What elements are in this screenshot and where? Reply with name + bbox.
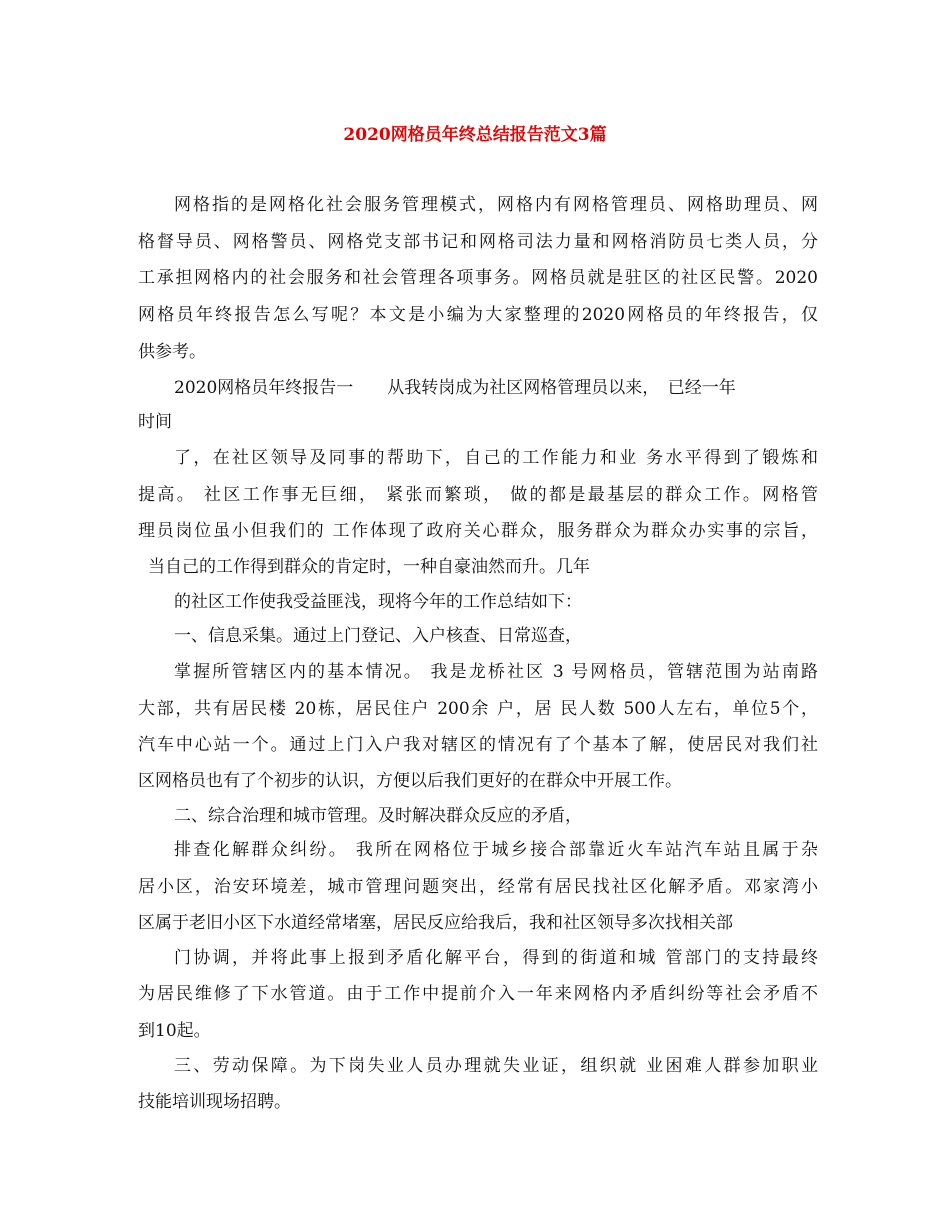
paragraph-line: 掌握所管辖区内的基本情况。 我是龙桥社区 3 号网格员，管辖范围为站南路 [174,662,818,682]
paragraph-line: 工承担网格内的社会服务和社会管理各项事务。网格员就是驻区的社区民警。2020 [138,268,818,288]
paragraph-line: 区属于老旧小区下水道经常堵塞，居民反应给我后，我和社区领导多次找相关部 [138,913,733,933]
paragraph-line: 供参考。 [138,342,206,362]
paragraph-line: 当自己的工作得到群众的肯定时，一种自豪油然而升。几年 [148,557,590,577]
paragraph-line: 区网格员也有了个初步的认识，方便以后我们更好的在群众中开展工作。 [138,771,682,791]
paragraph-line: 二、综合治理和城市管理。及时解决群众反应的矛盾， [174,806,582,826]
paragraph-line: 技能培训现场招聘。 [138,1092,291,1112]
paragraph-line: 大部，共有居民楼 20栋，居民住户 200余 户，居 民人数 500人左右，单位5个， [138,699,818,719]
paragraph-line: 提高。 社区工作事无巨细， 紧张而繁琐， 做的都是最基层的群众工作。网格管 [138,485,818,505]
paragraph-line: 时间 [138,412,172,432]
paragraph-line: 为居民维修了下水管道。由于工作中提前介入一年来网格内矛盾纠纷等社会矛盾不 [138,984,818,1004]
paragraph-line: 格督导员、网格警员、网格党支部书记和网格司法力量和网格消防员七类人员，分 [138,232,818,252]
paragraph-line: 排查化解群众纠纷。 我所在网格位于城乡接合部靠近火车站汽车站且属于杂 [174,840,818,860]
paragraph-line: 理员岗位虽小但我们的 工作体现了政府关心群众，服务群众为群众办实事的宗旨， [138,521,818,541]
paragraph-line: 了，在社区领导及同事的帮助下，自己的工作能力和业 务水平得到了锻炼和 [174,448,818,468]
paragraph-line: 汽车中心站一个。通过上门入户我对辖区的情况有了个基本了解，使居民对我们社 [138,735,818,755]
paragraph-line: 一、信息采集。通过上门登记、入户核查、日常巡查， [174,626,582,646]
paragraph-line: 2020网格员年终报告一 从我转岗成为社区网格管理员以来， 已经一年 [174,378,736,398]
document-title: 2020网格员年终总结报告范文3篇 [343,125,607,145]
paragraph-line: 的社区工作使我受益匪浅，现将今年的工作总结如下： [174,592,582,612]
paragraph-line: 三、劳动保障。为下岗失业人员办理就失业证，组织就 业困难人群参加职业 [174,1056,818,1076]
paragraph-line: 到10起。 [138,1021,211,1041]
paragraph-line: 网格指的是网格化社会服务管理模式，网格内有网格管理员、网格助理员、网 [174,195,818,215]
paragraph-line: 居小区，治安环境差，城市管理问题突出，经常有居民找社区化解矛盾。邓家湾小 [138,877,818,897]
paragraph-line: 门协调，并将此事上报到矛盾化解平台，得到的街道和城 管部门的支持最终 [174,948,818,968]
paragraph-line: 网格员年终报告怎么写呢？本文是小编为大家整理的2020网格员的年终报告，仅 [138,305,818,325]
